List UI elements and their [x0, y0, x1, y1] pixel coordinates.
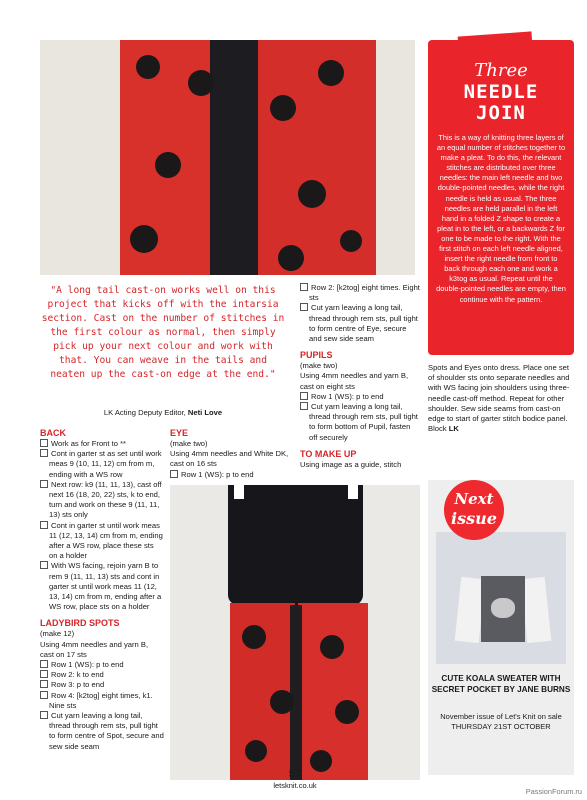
- quote-credit: LK Acting Deputy Editor, Neti Love: [103, 408, 223, 417]
- pattern-line: Next row: k9 (11, 11, 13), cast off next 16 (18, 20, 22) sts, k to end, turn and work on these 9 (11, 11, 13) sts only: [40, 480, 164, 521]
- ladybird-spot: [320, 635, 344, 659]
- make-up-text-continued: Spots and Eyes onto dress. Place one set of shoulder sts onto separate needles and with WS facing join shoulders using three-needle cast-off method. Repeat for other shoulder. Sew side seams from cast-on edge to start of garter stitch bodice panel. Block: [428, 363, 570, 434]
- pattern-line: Row 2: [k2tog] eight times. Eight sts: [300, 283, 420, 303]
- lk-signoff: LK: [448, 424, 459, 434]
- hanger-clip: [234, 485, 244, 499]
- ladybird-spot: [130, 225, 158, 253]
- ladybird-spot: [136, 55, 160, 79]
- pattern-line: Cut yarn leaving a long tail, thread through rem sts, pull tight to form bottom of Pupil, fasten off securely: [300, 402, 420, 443]
- pattern-column-make-up-continued: [428, 363, 574, 434]
- koala-motif: [491, 598, 515, 618]
- hanger-clip: [348, 485, 358, 499]
- site-url: letsknit.co.uk: [273, 781, 317, 790]
- pattern-intro: Using 4mm needles and yarn B, cast on 17 sts: [40, 639, 149, 659]
- section-heading-make-up: TO MAKE UP: [300, 448, 357, 459]
- section-subheading: (make two): [170, 439, 208, 448]
- pattern-line: Row 2: k to end: [40, 670, 164, 680]
- next-issue-badge: Next issue: [444, 480, 504, 540]
- ladybird-spot: [270, 690, 294, 714]
- sidebar-title-script: Three: [474, 60, 528, 81]
- sidebar-title: NEEDLE JOIN: [463, 81, 539, 124]
- dress-pleat-dark: [290, 605, 302, 780]
- pattern-line: Work as for Front to **: [40, 439, 164, 449]
- section-heading-pupils: PUPILS: [300, 350, 333, 361]
- pattern-column-pupils: [300, 283, 420, 470]
- sidebar-tab: [458, 31, 533, 50]
- pattern-line: Row 1 (WS): p to end: [40, 660, 164, 670]
- next-issue-panel: [428, 480, 574, 775]
- page-number: 57: [288, 768, 302, 780]
- ladybird-spot: [335, 700, 359, 724]
- ladybird-spot: [298, 180, 326, 208]
- next-issue-headline: CUTE KOALA SWEATER WITH SECRET POCKET BY JANE BURNS: [431, 674, 571, 694]
- ladybird-spot: [340, 230, 362, 252]
- pattern-line: Row 4: [k2tog] eight times, k1. Nine sts: [40, 691, 164, 711]
- koala-sweater-photo: [436, 532, 566, 664]
- next-issue-text: November issue of Let's Knit on sale THURSDAY 21ST OCTOBER: [440, 712, 562, 731]
- watermark: PassionForum.ru: [525, 787, 582, 796]
- make-up-text: Using image as a guide, stitch: [300, 459, 402, 469]
- ladybird-dress-photo-top: [40, 40, 415, 275]
- section-subheading: (make two): [300, 361, 338, 371]
- pattern-line: With WS facing, rejoin yarn B to rem 9 (11, 11, 13) sts and cont in garter st until work meas 11 (12, 13, 14) cm from m, ending after a WS row, place sts on a holder: [40, 561, 164, 612]
- section-subheading: (make 12): [40, 629, 75, 639]
- section-heading-ladybird-spots: LADYBIRD SPOTS: [40, 618, 120, 629]
- three-needle-join-sidebar: [428, 40, 574, 355]
- pattern-intro: Using 4mm needles and yarn B, cast on eight sts: [300, 371, 409, 391]
- pattern-line: Cut yarn leaving a long tail, thread through rem sts, pull tight to form centre of Spot, secure and sew side seam: [40, 711, 164, 752]
- ladybird-spot: [188, 70, 214, 96]
- pattern-line: Cut yarn leaving a long tail, thread through rem sts, pull tight to form centre of Eye, secure and sew side seam: [300, 303, 420, 344]
- dress-bodice: [228, 485, 363, 605]
- pattern-line: Row 3: p to end: [40, 680, 164, 690]
- pattern-line: Cont in garter st as set until work meas 9 (10, 11, 12) cm from m, ending with a WS row: [40, 449, 164, 480]
- pull-quote: "A long tail cast-on works well on this project that kicks off with the intarsia section. Cast on the number of stitches in the first colour as normal, then simply pick up your next colour and work with that. You can weave in the tails and neaten up the cast-on edge at the end.": [41, 285, 285, 380]
- pattern-line: Row 1 (WS): p to end: [170, 470, 294, 480]
- ladybird-spot: [318, 60, 344, 86]
- ladybird-spot: [242, 625, 266, 649]
- dress-skirt-right: [298, 603, 368, 780]
- ladybird-spot: [270, 95, 296, 121]
- ladybird-spot: [278, 245, 304, 271]
- pattern-line: Row 1 (WS): p to end: [300, 392, 420, 402]
- ladybird-dress-photo-bottom: [170, 485, 420, 780]
- pattern-column-eye: [170, 422, 294, 480]
- pattern-line: Cont in garter st until work meas 11 (12, 13, 14) cm from m, ending after a WS row, place these sts on a holder: [40, 521, 164, 562]
- section-heading-eye: EYE: [170, 428, 189, 438]
- ladybird-spot: [155, 152, 181, 178]
- dress-pleat-dark: [210, 40, 265, 275]
- ladybird-spot: [245, 740, 267, 762]
- pattern-column-back: [40, 422, 164, 752]
- sweater-sleeve: [521, 577, 552, 643]
- pattern-intro: Using 4mm needles and White DK, cast on 16 sts: [170, 449, 289, 469]
- sidebar-body-text: This is a way of knitting three layers of an equal number of stitches together to make a pleat. To do this, the relevant stitches are distributed over three needles: the main left needle and two double-pointed needles, while the right needle is held as usual. The three needles are held parallel in the left hand in a folded Z shape to create a pleat in to the left, or a backwards Z for one to be made to the right. With the first stitch on each left needle aligned, insert the right needle from front to back through each one and work a k3tog as usual. Repeat until the double-pointed needles are empty, then continue with the pattern.: [436, 133, 566, 304]
- section-heading-back: BACK: [40, 428, 66, 438]
